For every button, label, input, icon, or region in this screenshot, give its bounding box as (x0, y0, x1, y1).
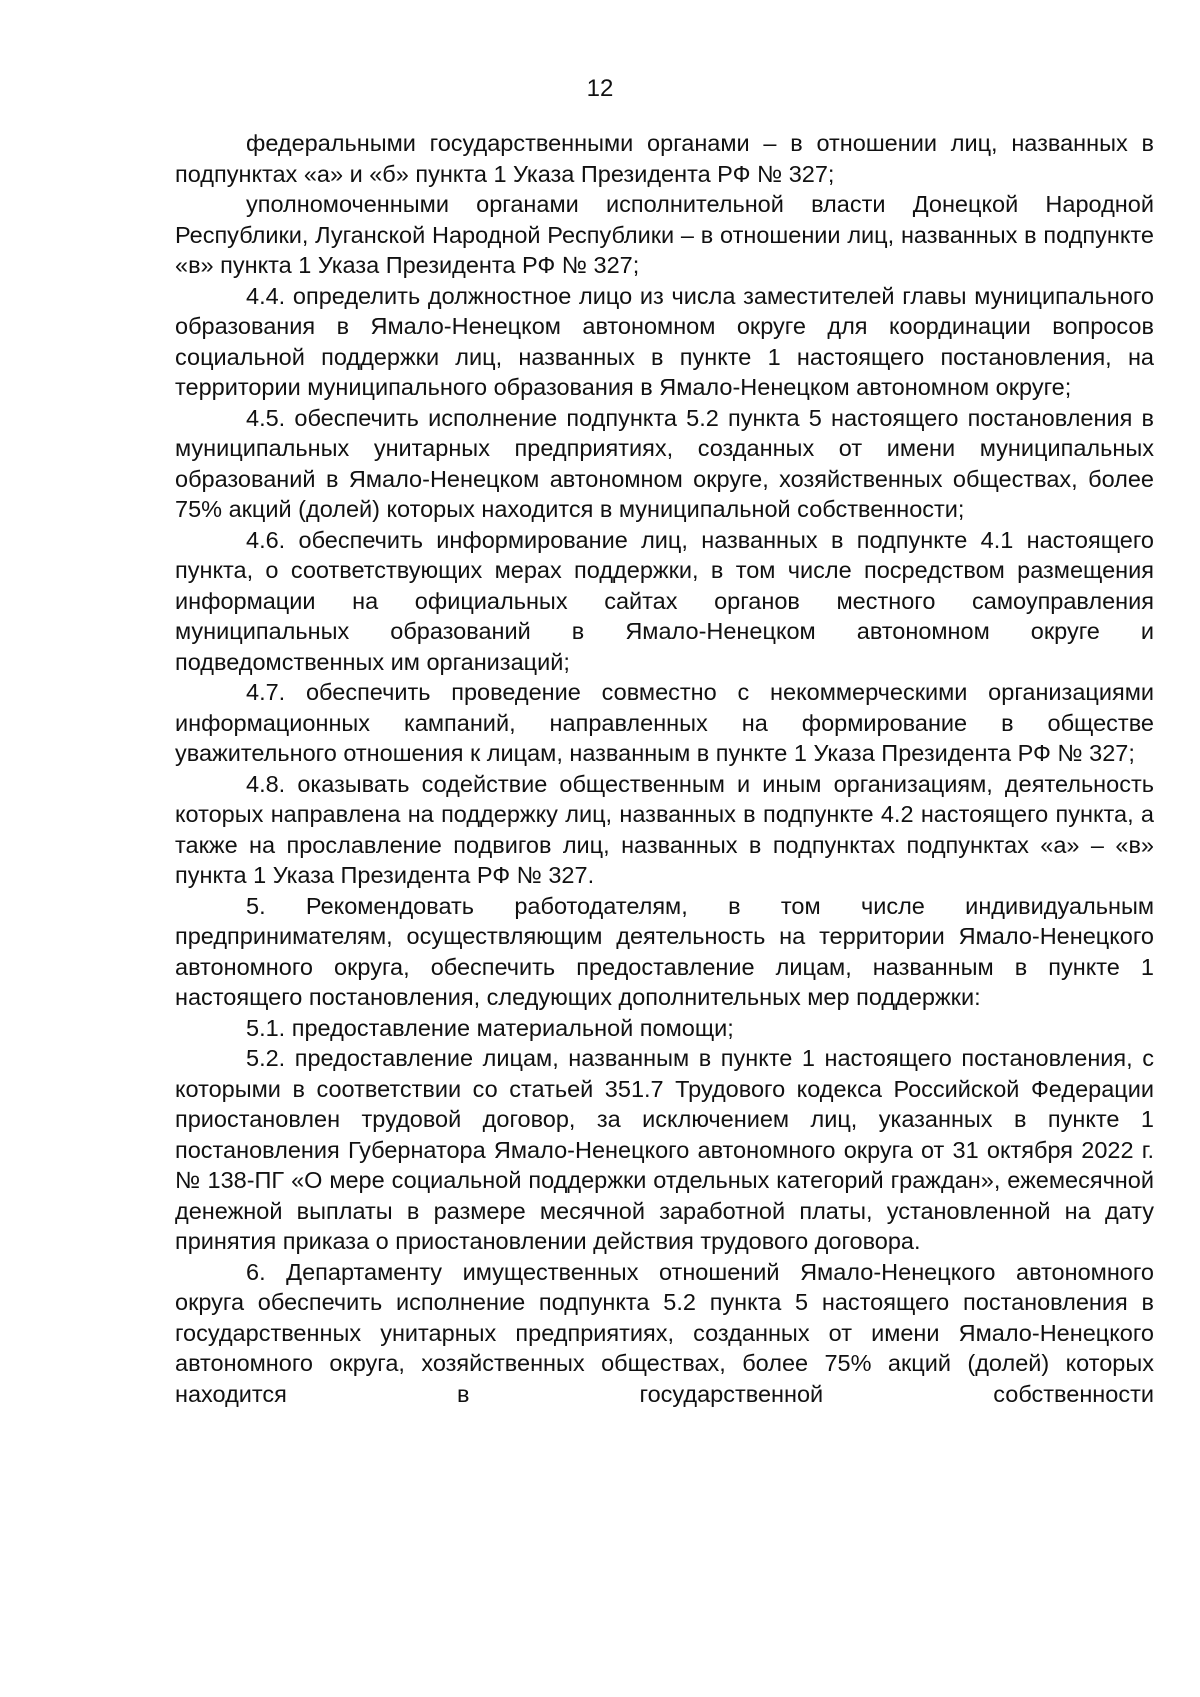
paragraph-4-5: 4.5. обеспечить исполнение подпункта 5.2 пункта 5 настоящего постановления в муниципальных унитарных предприятиях, созданных от имени муниципальных образований в Ямало-Ненецком автономном округе, хозяйственных обществах, более 75% акций (долей) которых находится в муниципальной собственности; (175, 404, 1154, 522)
document-body (175, 128, 1154, 1409)
paragraph-5-2: 5.2. предоставление лицам, названным в пункте 1 настоящего постановления, с которыми в соответствии со статьей 351.7 Трудового кодекса Российской Федерации приостановлен трудовой договор, за исключением лиц, указанных в пункте 1 постановления Губернатора Ямало-Ненецкого автономного округа от 31 октября 2022 г. № 138-ПГ «О мере социальной поддержки отдельных категорий граждан», ежемесячной денежной выплаты в размере месячной заработной платы, установленной на дату принятия приказа о приостановлении действия трудового договора. (175, 1045, 1154, 1254)
paragraph-4-8: 4.8. оказывать содействие общественным и иным организациям, деятельность которых направлена на поддержку лиц, названных в подпункте 4.2 настоящего пункта, а также на прославление подвигов лиц, названных в подпунктах подпунктах «а» – «в» пункта 1 Указа Президента РФ № 327. (175, 770, 1154, 888)
paragraph-5: 5. Рекомендовать работодателям, в том числе индивидуальным предпринимателям, осуществляющим деятельность на территории Ямало-Ненецкого автономного округа, обеспечить предоставление лицам, названным в пункте 1 настоящего постановления, следующих дополнительных мер поддержки: (175, 892, 1154, 1010)
paragraph-4-4: 4.4. определить должностное лицо из числа заместителей главы муниципального образования в Ямало-Ненецком автономном округе для координации вопросов социальной поддержки лиц, названных в пункте 1 настоящего постановления, на территории муниципального образования в Ямало-Ненецком автономном округе; (175, 282, 1154, 400)
paragraph-6: 6. Департаменту имущественных отношений Ямало-Ненецкого автономного округа обеспечить исполнение подпункта 5.2 пункта 5 настоящего постановления в государственных унитарных предприятиях, созданных от имени Ямало-Ненецкого автономного округа, хозяйственных обществах, более 75% акций (долей) которых находится в государственной собственности (175, 1258, 1154, 1407)
paragraph-4-7: 4.7. обеспечить проведение совместно с некоммерческими организациями информационных кампаний, направленных на формирование в обществе уважительного отношения к лицам, названным в пункте 1 Указа Президента РФ № 327; (175, 679, 1154, 766)
paragraph-dpr-lpr-bodies: уполномоченными органами исполнительной власти Донецкой Народной Республики, Луганской Народной Республики – в отношении лиц, названных в подпункте «в» пункта 1 Указа Президента РФ № 327; (175, 191, 1154, 278)
paragraph-federal-bodies: федеральными государственными органами – в отношении лиц, названных в подпунктах «а» и «б» пункта 1 Указа Президента РФ № 327; (175, 130, 1154, 187)
paragraph-5-1: 5.1. предоставление материальной помощи; (246, 1014, 734, 1041)
paragraph-4-6: 4.6. обеспечить информирование лиц, названных в подпункте 4.1 настоящего пункта, о соответствующих мерах поддержки, в том числе посредством размещения информации на официальных сайтах органов местного самоуправления муниципальных образований в Ямало-Ненецком автономном округе и подведомственных им организаций; (175, 526, 1154, 675)
page-number: 12 (586, 75, 614, 102)
